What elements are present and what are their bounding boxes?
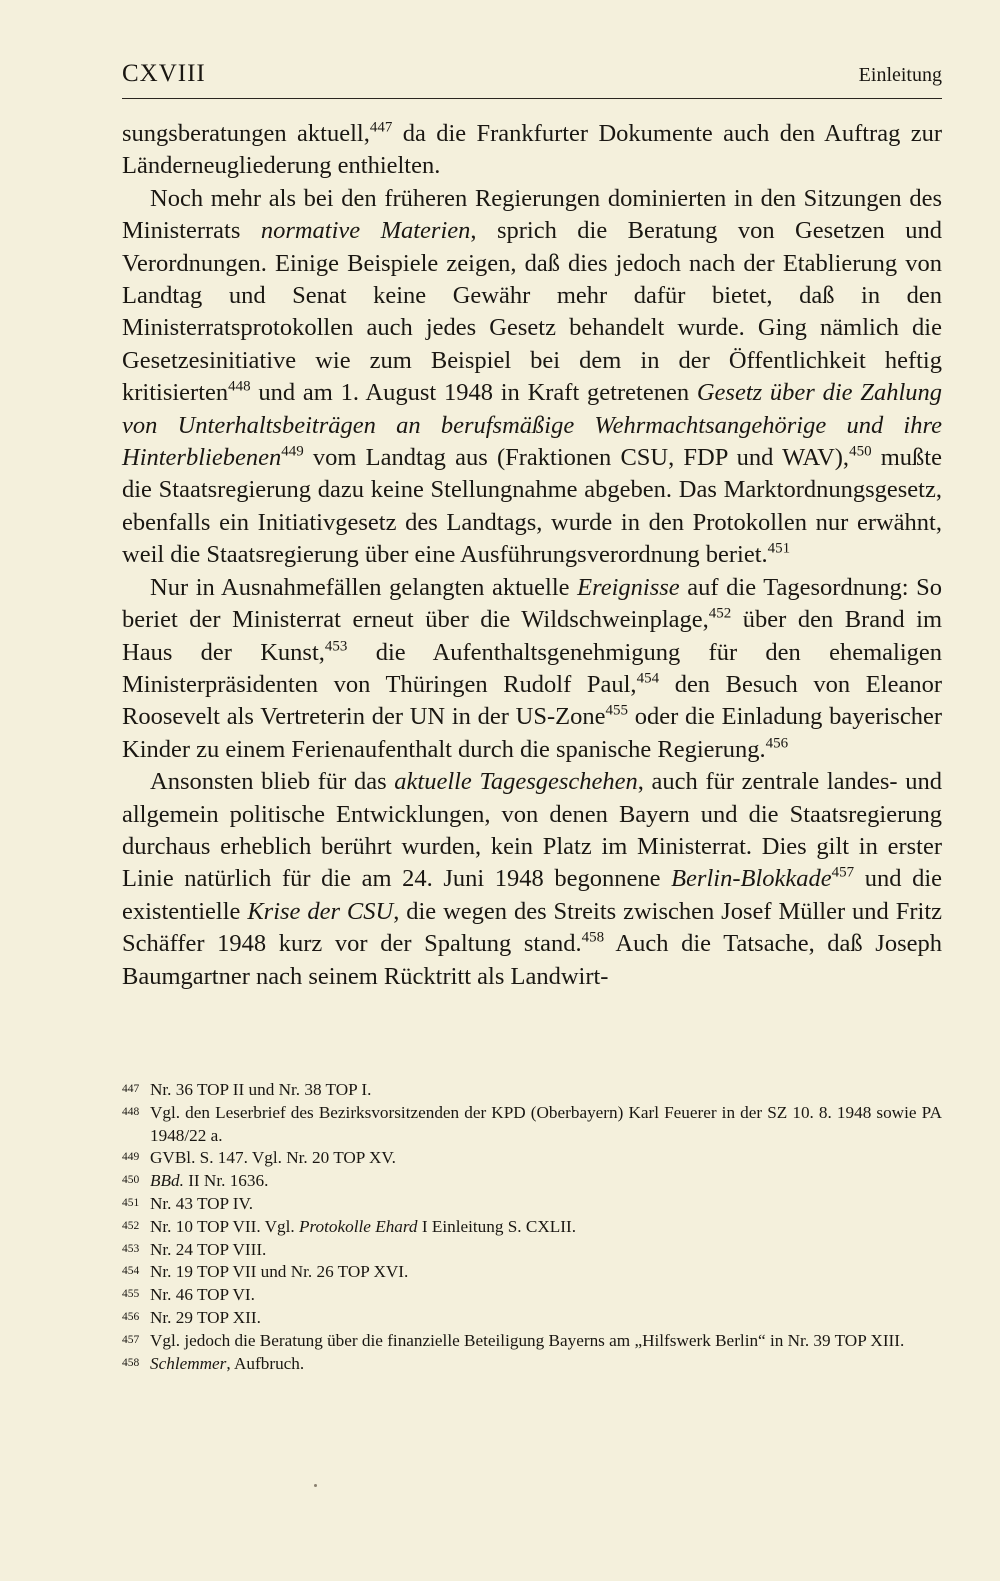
footnote-number: 451 — [122, 1196, 140, 1209]
text-run: mußte die Staatsregierung dazu keine Stellungnahme abgeben. Das Marktordnungsgesetz, ebenfalls ein Initiativgesetz des Landtags, wurde in den Protokollen nur erwähnt, weil die Staatsregierung über eine Ausführungsverordnung beriet. — [122, 444, 942, 569]
footnote — [122, 1102, 942, 1148]
text-run: sungsberatungen aktuell, — [122, 120, 370, 147]
footnote-reference: 452 — [708, 605, 732, 622]
paper-speck — [314, 1484, 317, 1487]
footnote-reference: 447 — [369, 119, 393, 136]
text-run: Nr. 19 TOP VII und Nr. 26 TOP XVI. — [150, 1262, 409, 1282]
paragraph-2 — [122, 183, 942, 572]
footnotes — [122, 1079, 942, 1375]
text-run: Nr. 10 TOP VII. Vgl. — [150, 1216, 299, 1236]
footnote — [122, 1307, 942, 1330]
footnote — [122, 1284, 942, 1307]
footnote-reference: 453 — [324, 637, 348, 654]
running-title: Einleitung — [858, 64, 942, 86]
paragraph-4 — [122, 766, 942, 993]
footnote-reference: 451 — [767, 540, 791, 557]
text-run: , die wegen des Streits zwischen Josef Müller und Fritz Schäffer 1948 kurz vor der Spaltung stand. — [122, 897, 943, 958]
text-run: , sprich die Beratung von Gesetzen und Verordnungen. Einige Beispiele zeigen, daß dies jedoch nach der Etablierung von Landtag und Senat keine Gewähr mehr dafür bietet, daß in den Ministerratsprotokollen auch jedes Gesetz behandelt wurde. Ging nämlich die Gesetzesinitiative wie zum Beispiel bei dem in der Öffentlichkeit heftig kritisierten — [122, 217, 942, 407]
footnote — [122, 1216, 942, 1239]
footnote-number: 454 — [122, 1265, 140, 1278]
emphasized-text: BBd. — [150, 1171, 184, 1191]
text-run: Nr. 43 TOP IV. — [150, 1193, 253, 1213]
footnote-reference: 450 — [849, 443, 872, 460]
footnote-number: 458 — [122, 1356, 140, 1369]
text-run: Noch mehr als bei den früheren Regierungen dominierten in den Sitzungen des Ministerrats — [122, 184, 942, 245]
text-run: Nr. 29 TOP XII. — [150, 1307, 261, 1327]
emphasized-text: Protokolle Ehard — [298, 1216, 418, 1236]
page-number: CXVIII — [122, 60, 206, 87]
footnote — [122, 1147, 942, 1170]
text-run: Nr. 46 TOP VI. — [150, 1285, 255, 1305]
text-run: da die Frankfurter Dokumente auch den Auftrag zur Länderneugliederung enthielten. — [122, 120, 942, 180]
footnote-reference: 457 — [831, 864, 855, 881]
text-run: oder die Einladung bayerischer Kinder zu einem Ferienaufenthalt durch die spanische Regierung. — [122, 703, 942, 763]
paragraph-3 — [122, 572, 942, 766]
emphasized-text: normative Materien — [260, 217, 471, 245]
footnote-number: 457 — [122, 1333, 140, 1346]
text-run: Auch die Tatsache, daß Joseph Baumgartner nach seinem Rücktritt als Landwirt- — [122, 930, 942, 990]
footnote — [122, 1193, 942, 1216]
text-run: über den Brand im Haus der Kunst, — [122, 606, 942, 666]
emphasized-text: Ereignisse — [577, 573, 680, 601]
text-run: , auch für zentrale landes- und allgemein politische Entwicklungen, von denen Bayern und die Staatsregierung durchaus erheblich berührt wurden, kein Platz im Ministerrat. Dies gilt in erster Linie natürlich für die am 24. Juni 1948 begonnene — [122, 768, 942, 893]
text-run: Nr. 24 TOP VIII. — [150, 1239, 267, 1259]
footnote-number: 447 — [122, 1083, 140, 1095]
text-run: und am 1. August 1948 in Kraft getretenen — [250, 379, 697, 407]
footnote-number: 450 — [122, 1174, 140, 1187]
text-run: Ansonsten blieb für das — [150, 768, 395, 796]
footnote-number: 449 — [122, 1151, 140, 1164]
footnote-number: 453 — [122, 1242, 140, 1255]
footnote — [122, 1239, 942, 1262]
text-run: , Aufbruch. — [226, 1353, 305, 1373]
emphasized-text: Schlemmer — [150, 1353, 227, 1373]
footnote — [122, 1330, 942, 1353]
footnote — [122, 1170, 942, 1193]
emphasized-text: Gesetz über die Zahlung von Unterhaltsbeiträgen an berufsmäßige Wehrmachtsangehörige und ihre Hinterbliebenen — [122, 379, 942, 472]
text-run: I Einleitung S. CXLII. — [417, 1216, 577, 1236]
text-run: vom Landtag aus (Fraktionen CSU, FDP und WAV), — [303, 444, 850, 472]
emphasized-text: aktuelle Tagesgeschehen — [394, 768, 638, 796]
text-run: Nur in Ausnahmefällen gelangten aktuelle — [150, 573, 578, 601]
text-run: den Besuch von Eleanor Roosevelt als Vertreterin der UN in der US-Zone — [122, 670, 942, 731]
footnote-reference: 454 — [636, 670, 660, 687]
main-text — [122, 118, 942, 993]
text-run: und die existentielle — [122, 865, 942, 925]
footnote-reference: 455 — [605, 702, 628, 719]
footnote-reference: 449 — [281, 443, 304, 460]
emphasized-text: Berlin-Blokkade — [671, 865, 832, 893]
paragraph-1 — [122, 118, 942, 183]
text-run: Vgl. den Leserbrief des Bezirksvorsitzenden der KPD (Oberbayern) Karl Feuerer in der SZ 10. 8. 1948 sowie PA 1948/22 a. — [150, 1102, 942, 1145]
footnote — [122, 1353, 942, 1376]
footnote-number: 455 — [122, 1288, 140, 1301]
footnote — [122, 1079, 942, 1102]
footnote-reference: 458 — [581, 929, 605, 946]
text-run: II Nr. 1636. — [183, 1171, 269, 1191]
emphasized-text: Krise der CSU — [247, 897, 394, 925]
footnote-reference: 448 — [228, 378, 251, 395]
page-header — [122, 58, 942, 99]
footnote-number: 456 — [122, 1310, 140, 1323]
text-run: Vgl. jedoch die Beratung über die finanzielle Beteiligung Bayerns am „Hilfswerk Berlin“ in Nr. 39 TOP XIII. — [150, 1330, 905, 1350]
text-run: auf die Tagesordnung: So beriet der Ministerrat erneut über die Wildschweinplage, — [122, 573, 942, 634]
footnote — [122, 1261, 942, 1284]
footnote-number: 452 — [122, 1219, 140, 1232]
footnote-number: 448 — [122, 1105, 140, 1118]
text-run: GVBl. S. 147. Vgl. Nr. 20 TOP XV. — [150, 1148, 396, 1168]
footnote-reference: 456 — [765, 734, 789, 751]
text-run: Nr. 36 TOP II und Nr. 38 TOP I. — [150, 1080, 372, 1099]
text-run: die Aufenthaltsgenehmigung für den ehemaligen Ministerpräsidenten von Thüringen Rudolf Paul, — [122, 638, 943, 698]
